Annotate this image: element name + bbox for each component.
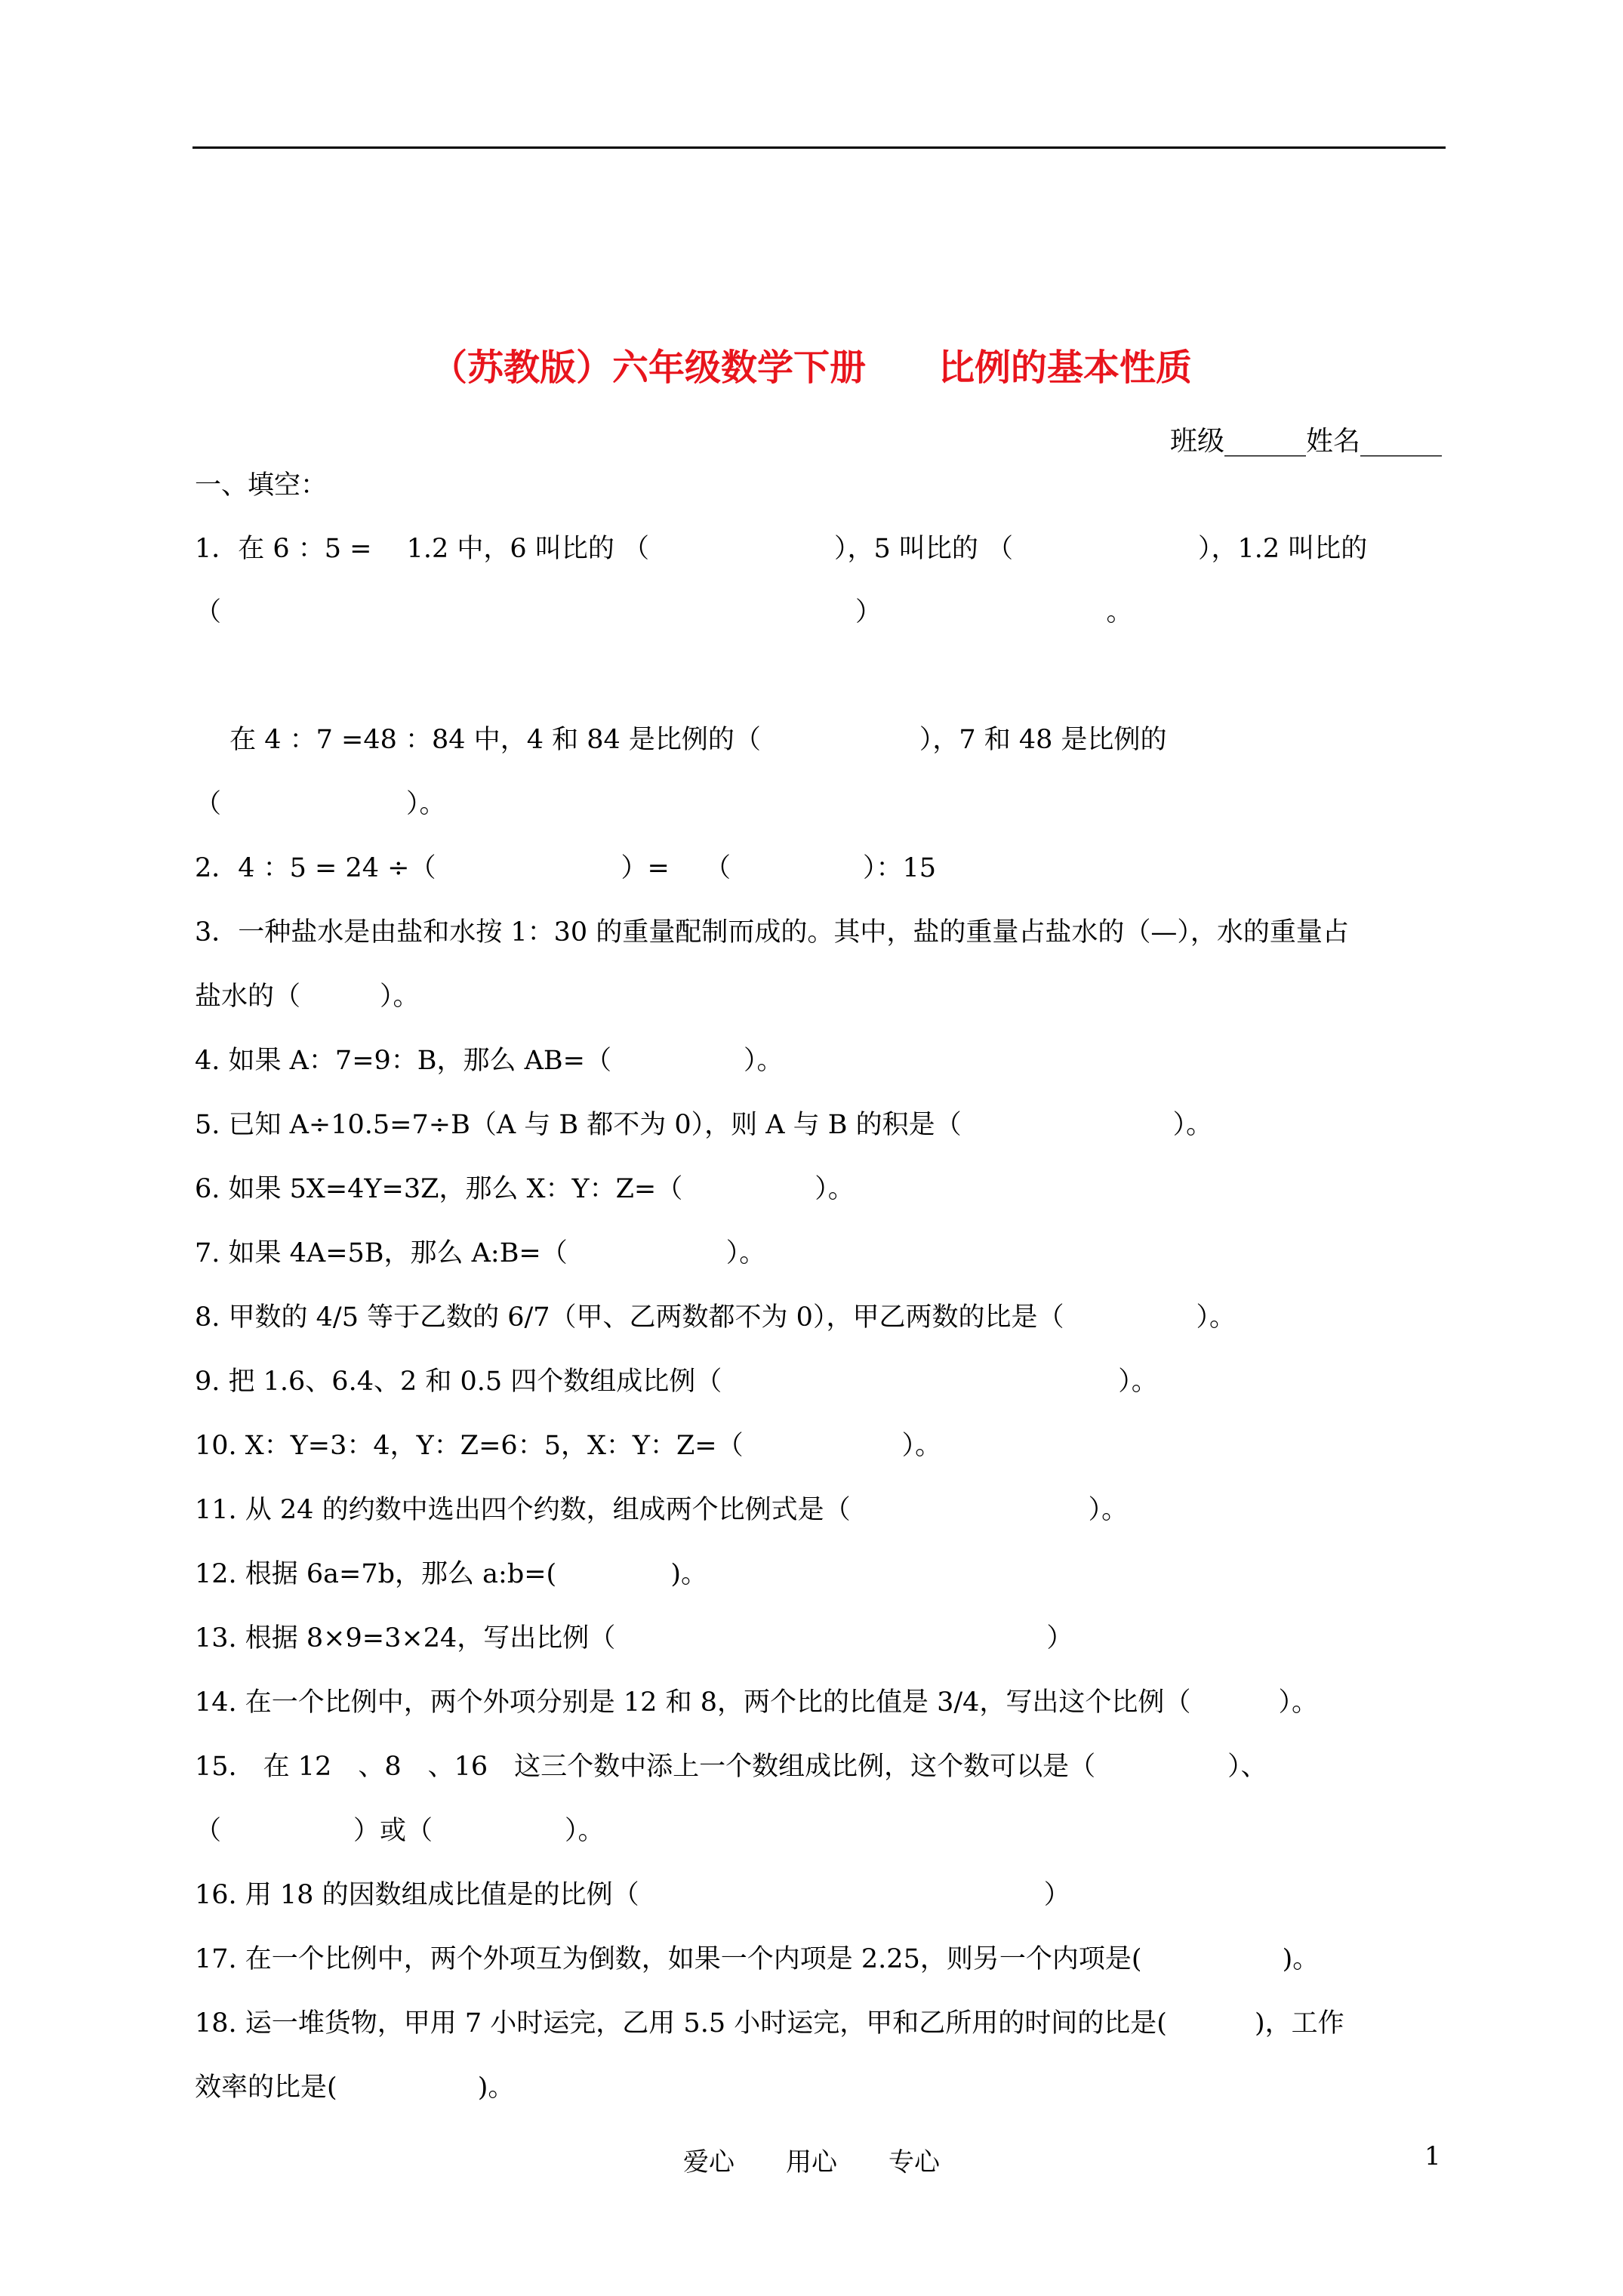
question-1-line-4: （ ）。 (195, 789, 446, 819)
question-9: 9. 把 1.6、6.4、2 和 0.5 四个数组成比例（ ）。 (195, 1367, 1158, 1397)
question-3-line-1: 3．一种盐水是由盐和水按 1：30 的重量配制而成的。其中，盐的重量占盐水的（—），水的重量占 (195, 917, 1349, 948)
question-6: 6. 如果 5X=4Y=3Z，那么 X：Y：Z=（ ）。 (195, 1174, 855, 1204)
footer-motto: 爱心 用心 专心 (683, 2147, 940, 2177)
section-heading: 一、填空： (195, 470, 328, 501)
question-13: 13. 根据 8×9=3×24，写出比例（ ） (195, 1623, 1073, 1653)
question-2: 2．4 ：5 = 24 ÷（ ）= （ ）：15 (195, 853, 936, 883)
page-title: （苏教版）六年级数学下册 比例的基本性质 (430, 347, 1192, 389)
question-8: 8. 甲数的 4/5 等于乙数的 6/7（甲、乙两数都不为 0），甲乙两数的比是（ ）。 (195, 1302, 1236, 1333)
question-1-line-1: 1．在 6 ：5 = 1.2 中，6 叫比的 （ ），5 叫比的 （ ），1.2 叫比的 (195, 534, 1368, 564)
question-1-line-2: （ ） 。 (195, 597, 1133, 627)
question-14: 14. 在一个比例中，两个外项分别是 12 和 8，两个比的比值是 3/4，写出这个比例（ ）。 (195, 1687, 1319, 1718)
question-17: 17. 在一个比例中，两个外项互为倒数，如果一个内项是 2.25，则另一个内项是( )。 (195, 1944, 1320, 1974)
question-18-line-1: 18. 运一堆货物，甲用 7 小时运完，乙用 5.5 小时运完，甲和乙所用的时间的比是( )，工作 (195, 2008, 1344, 2039)
question-15-line-1: 15. 在 12 、8 、16 这三个数中添上一个数组成比例，这个数可以是（ ）、 (195, 1752, 1267, 1782)
question-5: 5. 已知 A÷10.5=7÷B（A 与 B 都不为 0），则 A 与 B 的积是（ ）。 (195, 1110, 1213, 1140)
class-name-line: 班级______姓名______ (1169, 426, 1442, 457)
question-12: 12. 根据 6a=7b，那么 a:b=( )。 (195, 1559, 707, 1589)
question-3-line-2: 盐水的（ ）。 (195, 982, 420, 1012)
page-number: 1 (1424, 2141, 1441, 2171)
header-rule (192, 146, 1446, 149)
question-10: 10. X：Y=3：4，Y：Z=6：5，X：Y：Z=（ ）。 (195, 1431, 942, 1461)
question-16: 16. 用 18 的因数组成比值是的比例（ ） (195, 1880, 1070, 1910)
question-11: 11. 从 24 的约数中选出四个约数，组成两个比例式是（ ）。 (195, 1495, 1129, 1525)
question-7: 7. 如果 4A=5B，那么 A:B=（ ）。 (195, 1238, 766, 1268)
question-4: 4. 如果 A：7=9：B，那么 AB=（ ）。 (195, 1046, 784, 1076)
question-1-line-3: 在 4 ：7 =48 ：84 中，4 和 84 是比例的（ ），7 和 48 是比例的 (195, 725, 1167, 755)
question-18-line-2: 效率的比是( )。 (195, 2073, 515, 2103)
question-15-line-2: （ ）或（ ）。 (195, 1816, 605, 1846)
